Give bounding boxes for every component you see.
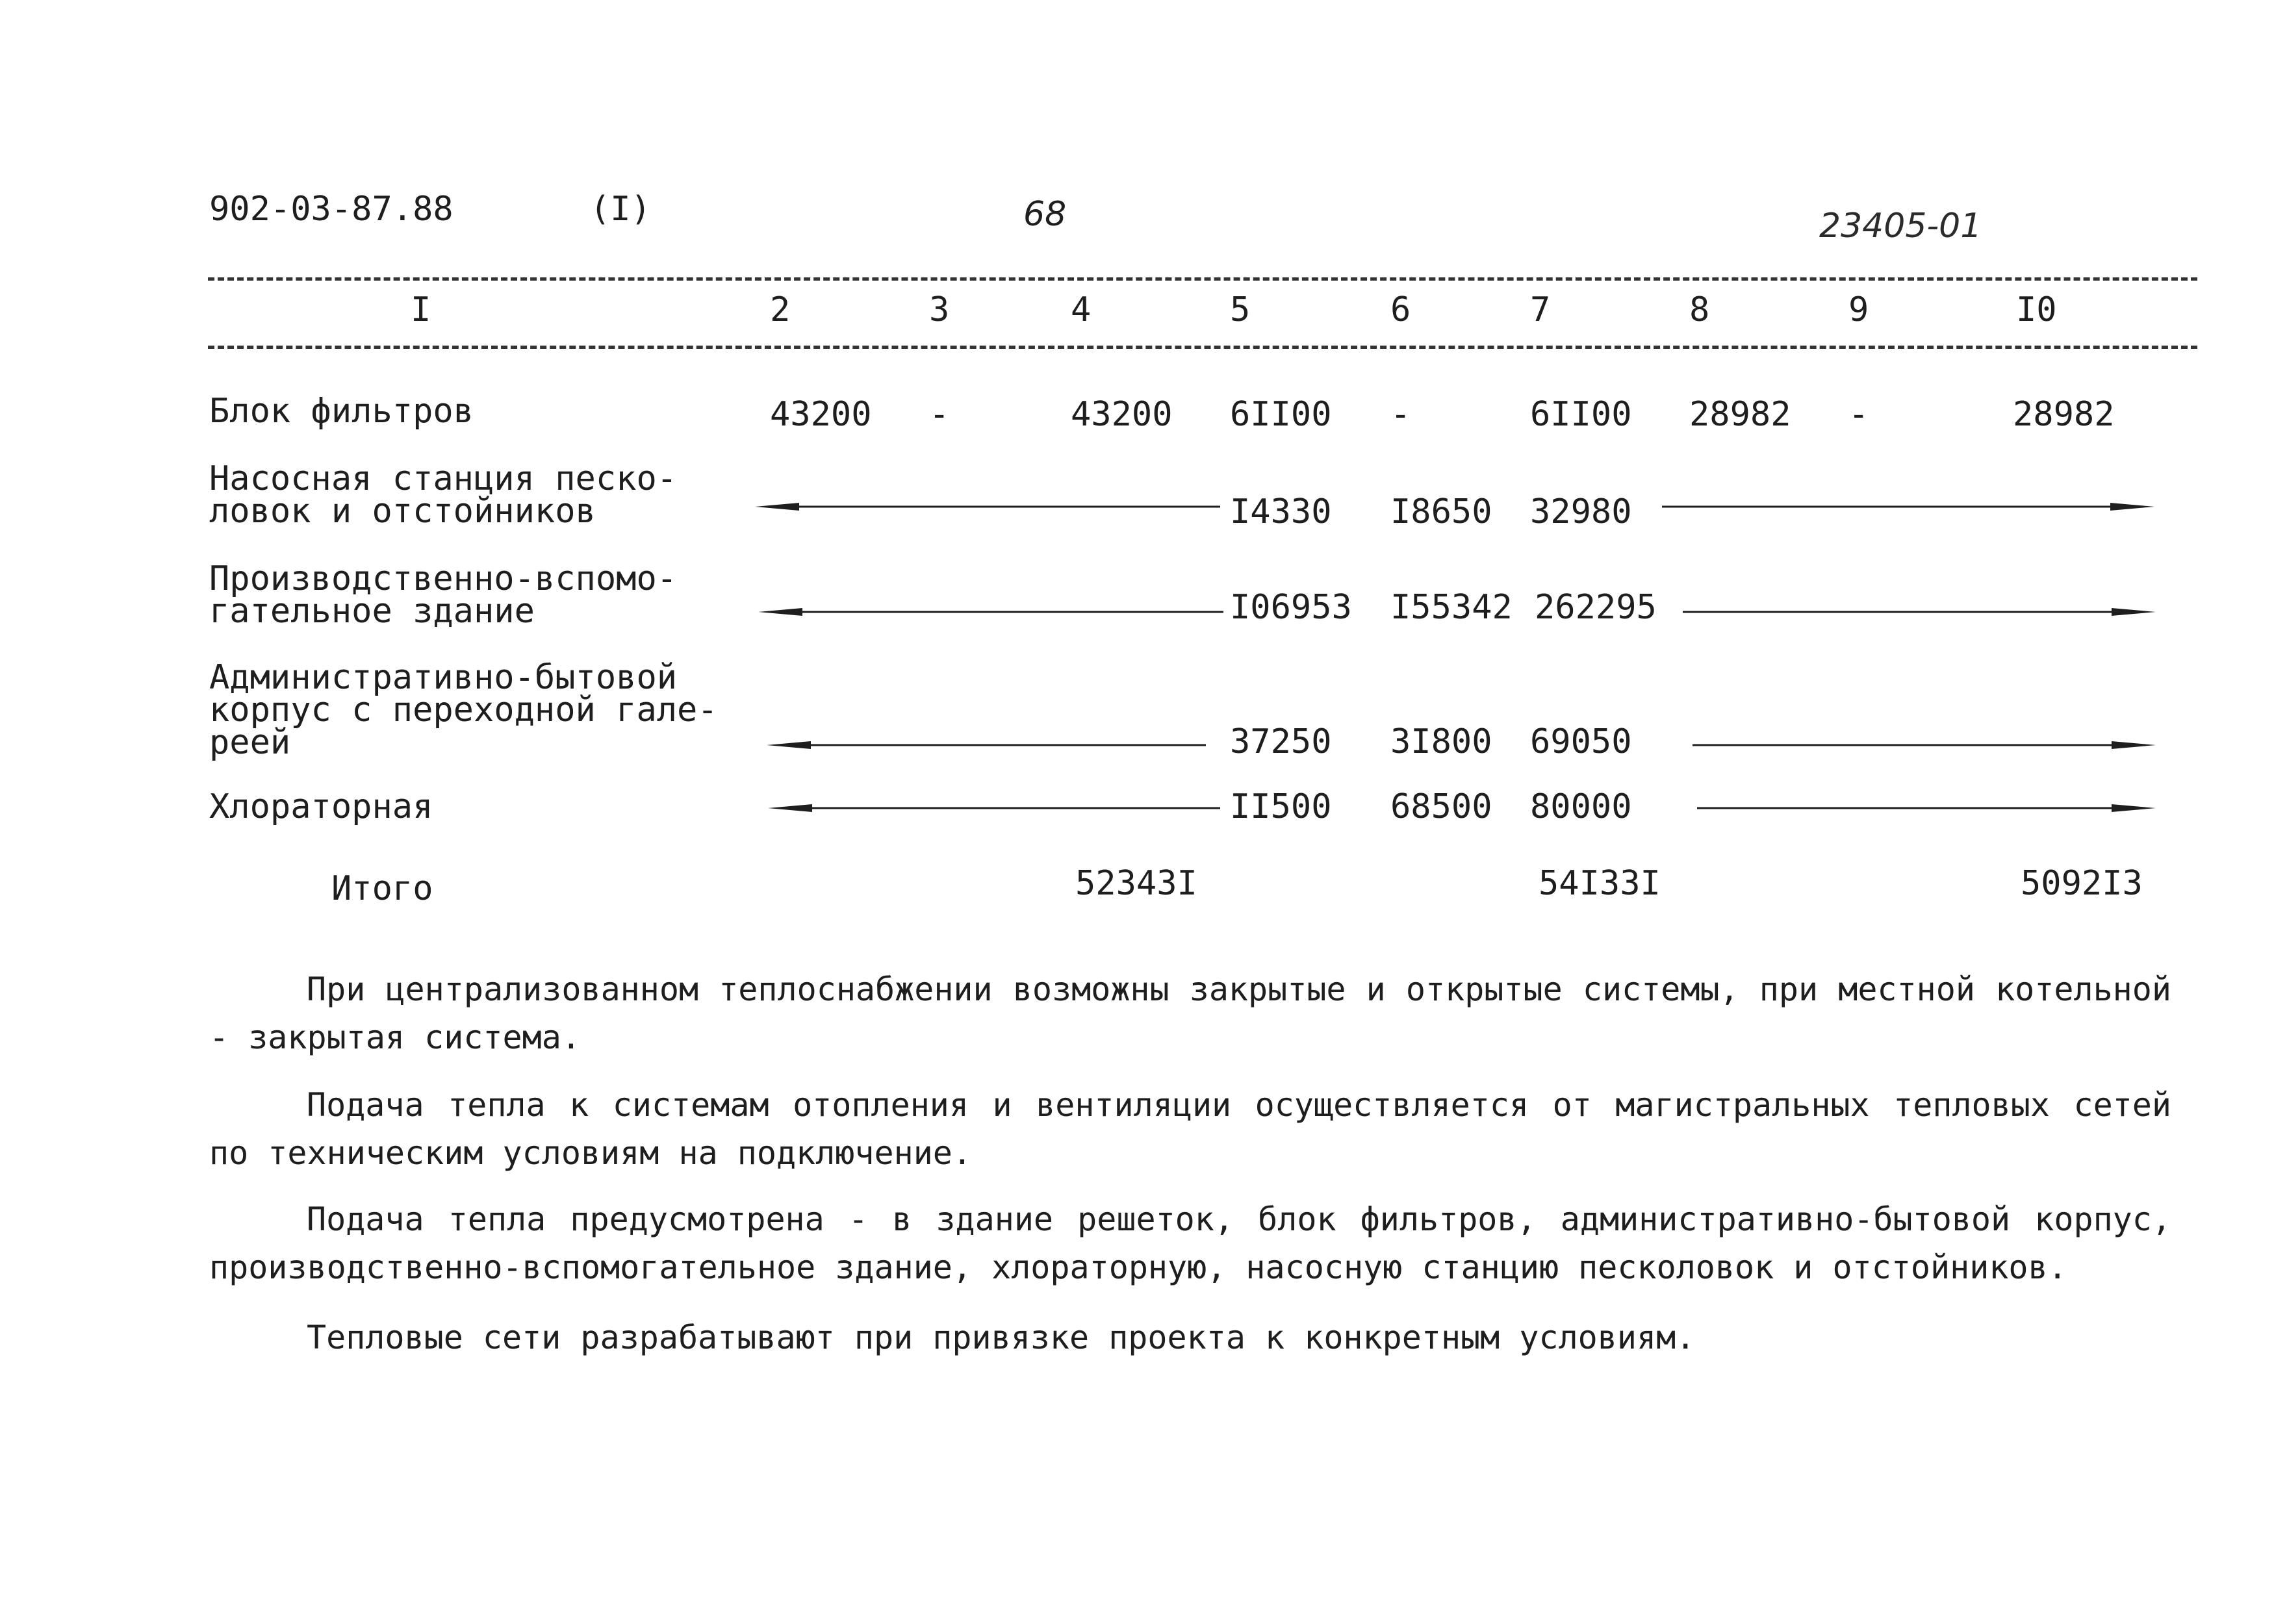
paragraph-heat-supply-systems: При централизованном теплоснабжении возможны закрытые и открытые системы, при местной котельной - закрытая система.	[209, 971, 2171, 1056]
row-label-production-building: Производственно-вспомо- гательное здание	[209, 559, 678, 631]
row-label-chlorination: Хлораторная	[209, 787, 433, 826]
cell-pump-c6: I8650	[1390, 492, 1492, 531]
cell-pump-c7: 32980	[1530, 492, 1632, 531]
cell-filter-c8: 28982	[1689, 395, 1791, 434]
cell-production-c7: 262295	[1535, 588, 1657, 627]
left-arrow-icon	[757, 604, 1225, 620]
cell-chlorination-c6: 68500	[1390, 787, 1492, 826]
cell-filter-c2: 43200	[770, 395, 872, 434]
column-number-9: 9	[1848, 290, 1869, 329]
column-number-3: 3	[929, 290, 950, 329]
paragraph-heat-supply-source: Подача тепла к системам отопления и вентиляции осуществляется от магистральных тепловых сетей по техническим условиям на подключение.	[209, 1086, 2171, 1172]
cell-filter-c7: 6II00	[1530, 395, 1632, 434]
paragraph-heat-supply-buildings: Подача тепла предусмотрена - в здание решеток, блок фильтров, административно-бытовой корпус, производственно-вспомогательное здание, хлораторную, насосную станцию песколовок и отстойников.	[209, 1200, 2171, 1286]
column-number-10: I0	[2016, 290, 2057, 329]
page-number: 68	[1023, 195, 1067, 234]
right-arrow-icon	[1697, 800, 2157, 816]
column-number-4: 4	[1071, 290, 1092, 329]
column-number-7: 7	[1530, 290, 1551, 329]
cell-admin-c5: 37250	[1230, 722, 1332, 761]
table-top-rule	[208, 277, 2197, 281]
left-arrow-icon	[767, 800, 1221, 816]
inventory-number: 23405-01	[1819, 207, 1982, 246]
column-number-6: 6	[1390, 290, 1411, 329]
paragraph-heat-networks: Тепловые сети разрабатывают при привязке проекта к конкретным условиям.	[307, 1319, 1696, 1356]
total-c10: 5092I3	[2021, 864, 2143, 903]
row-label-filter-block: Блок фильтров	[209, 392, 474, 431]
document-code: 902-03-87.88	[209, 190, 454, 229]
cell-filter-c6: -	[1390, 395, 1411, 434]
row-label-pump-station: Насосная станция песко- ловок и отстойников	[209, 459, 678, 531]
cell-pump-c5: I4330	[1230, 492, 1332, 531]
cell-production-c5: I06953	[1230, 588, 1352, 627]
cell-admin-c7: 69050	[1530, 722, 1632, 761]
cell-chlorination-c7: 80000	[1530, 787, 1632, 826]
cell-filter-c10: 28982	[2013, 395, 2115, 434]
cell-filter-c9: -	[1848, 395, 1869, 434]
cell-admin-c6: 3I800	[1390, 722, 1492, 761]
cell-filter-c5: 6II00	[1230, 395, 1332, 434]
total-c4: 52343I	[1075, 864, 1197, 903]
right-arrow-icon	[1662, 499, 2156, 514]
column-number-2: 2	[770, 290, 791, 329]
column-number-8: 8	[1689, 290, 1710, 329]
right-arrow-icon	[1683, 604, 2157, 620]
left-arrow-icon	[754, 499, 1221, 514]
part-number: (I)	[590, 190, 651, 229]
right-arrow-icon	[1693, 737, 2157, 753]
row-label-admin-building: Административно-бытовой корпус с переходной гале- реей	[209, 658, 718, 762]
column-number-5: 5	[1230, 290, 1251, 329]
cell-filter-c3: -	[929, 395, 950, 434]
cell-filter-c4: 43200	[1071, 395, 1173, 434]
column-number-1: I	[411, 290, 431, 329]
table-header-rule	[208, 346, 2197, 349]
total-c7: 54I33I	[1539, 864, 1661, 903]
cell-chlorination-c5: II500	[1230, 787, 1332, 826]
left-arrow-icon	[765, 737, 1207, 753]
total-label: Итого	[331, 869, 433, 908]
cell-production-c6: I55342	[1390, 588, 1513, 627]
